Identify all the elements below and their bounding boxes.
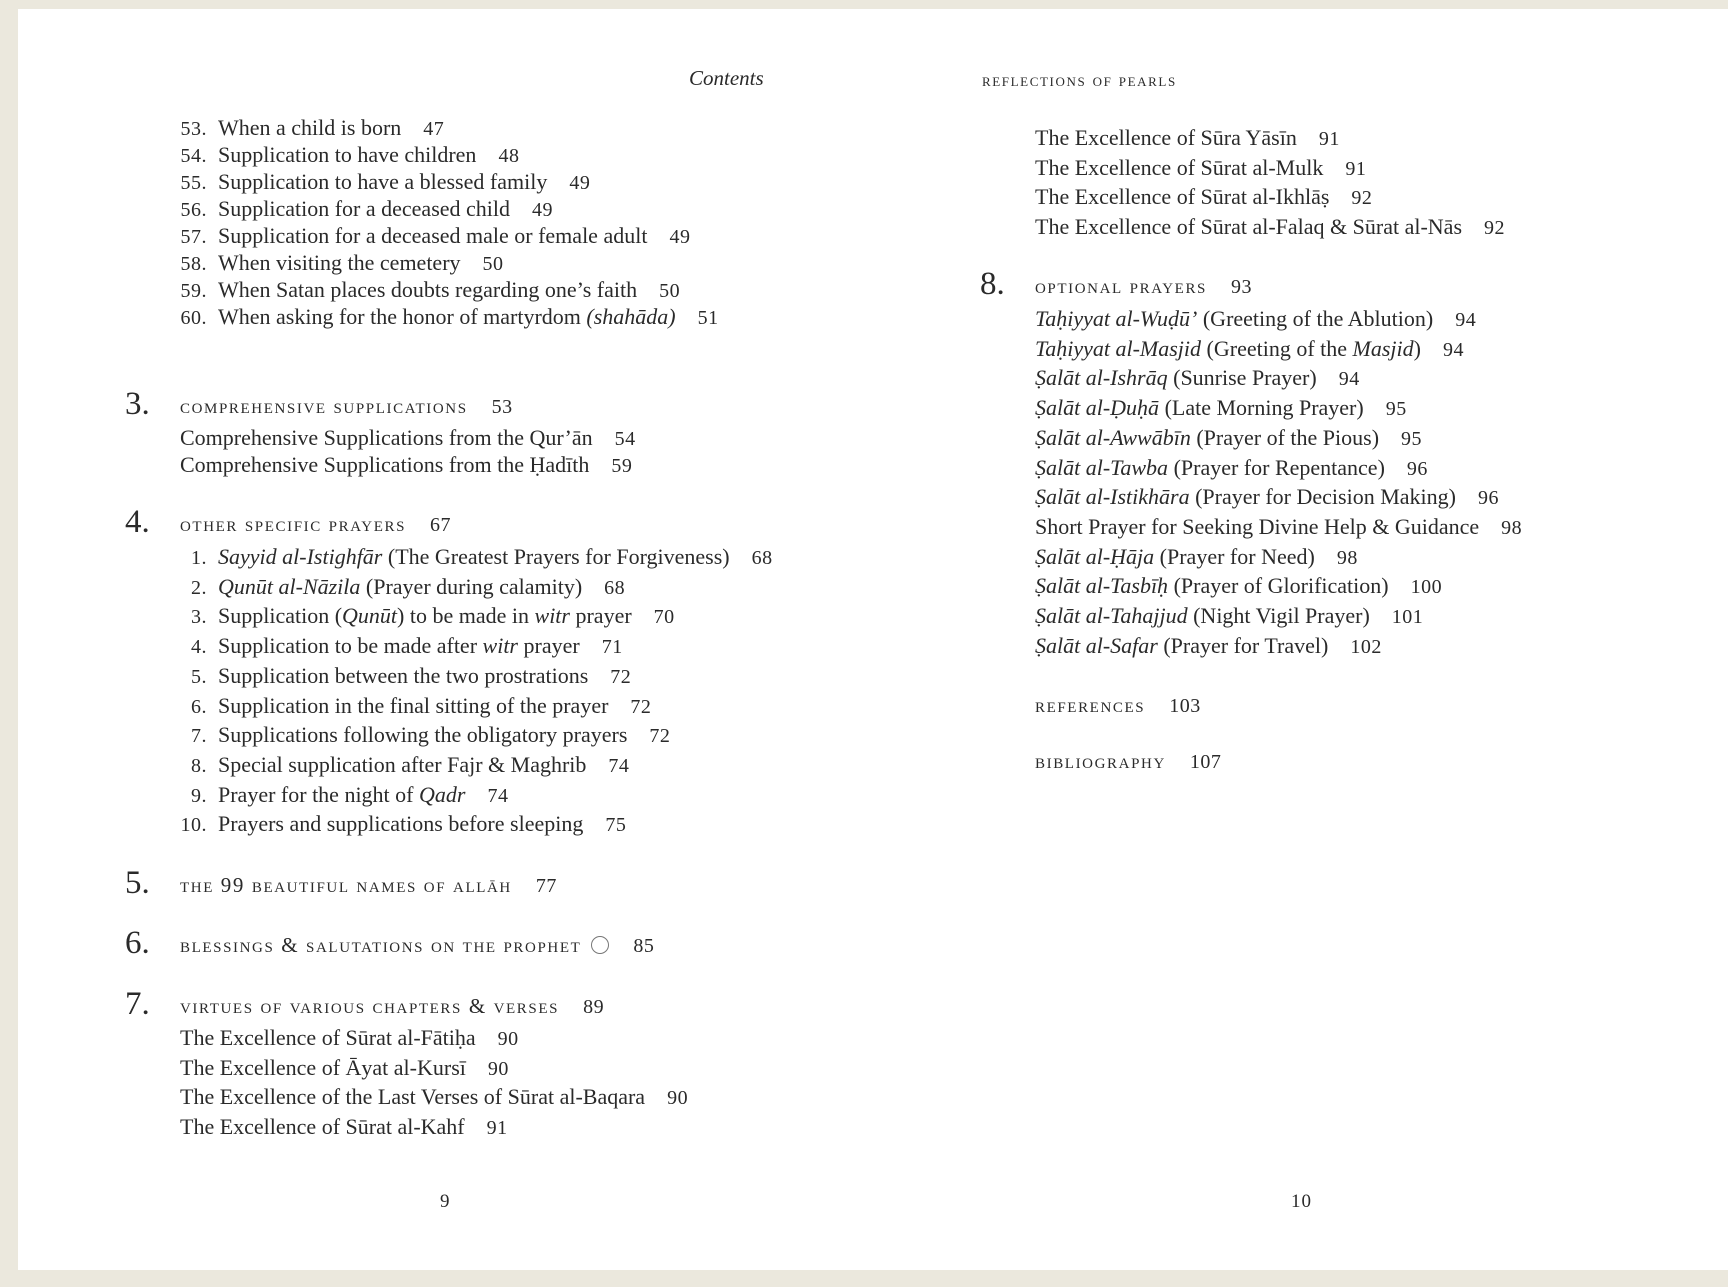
entry-title-part: The Excellence of Sūrat al-Kahf [180, 1114, 465, 1140]
entry-page: 91 [1318, 128, 1340, 150]
chapter-4-heading[interactable] [125, 504, 452, 540]
entry-title-part: Ṣalāt al-Istikhāra [1035, 484, 1190, 510]
chapter-number: 5. [125, 865, 150, 901]
entry-page: 95 [1385, 398, 1407, 421]
entry-title-part: Special supplication after Fajr & Maghrib [218, 751, 587, 777]
entry-title-part: (Prayer of the Pious) [1190, 424, 1380, 450]
entry-title-part: When Satan places doubts regarding one’s faith [218, 277, 638, 302]
entry-number: 60. [180, 307, 207, 329]
entry-title-part: (shahāda) [586, 304, 676, 329]
toc-entry[interactable] [167, 572, 625, 603]
entry-title-part: When visiting the cemetery [218, 250, 461, 275]
entry-title-part: Supplication in the final sitting of the prayer [218, 692, 609, 718]
entry-title-part: Qunūt al-Nāzila [218, 573, 361, 599]
running-header-right: reflections of pearls [982, 70, 1177, 91]
entry-title-part: Ṣalāt al-Ḍuḥā [1035, 395, 1160, 421]
chapter-page: 67 [430, 514, 452, 536]
entry-title-part: Qunūt [342, 603, 398, 629]
toc-entry[interactable] [167, 691, 651, 722]
entry-page: 49 [669, 226, 691, 248]
entry-title-part: Short Prayer for Seeking Divine Help & Guidance [1035, 513, 1480, 539]
toc-entry[interactable] [1035, 482, 1499, 513]
chapter-page: 53 [491, 396, 513, 418]
entry-number: 10. [180, 814, 207, 837]
entry-page: 98 [1501, 516, 1523, 539]
toc-entry[interactable] [180, 450, 632, 481]
entry-page: 94 [1455, 309, 1477, 331]
entry-title-part: ) to be made in [397, 603, 535, 629]
entry-title-part: (Prayer for Travel) [1157, 632, 1329, 658]
entry-page: 98 [1336, 546, 1358, 569]
toc-entry[interactable] [1035, 423, 1422, 454]
entry-title-part: (Late Morning Prayer) [1159, 395, 1364, 421]
entry-page: 70 [653, 606, 675, 629]
entry-title-part: witr [482, 633, 518, 659]
entry-page: 96 [1477, 487, 1499, 510]
entry-title-part: Supplication for a deceased male or female adult [218, 223, 648, 248]
entry-page: 47 [423, 118, 445, 140]
toc-entry[interactable] [167, 631, 623, 662]
entry-page: 90 [497, 1028, 519, 1050]
chapter-page: 77 [535, 875, 557, 897]
chapter-number: 4. [125, 504, 150, 540]
entry-number: 58. [180, 253, 207, 275]
entry-number: 5. [191, 665, 207, 688]
entry-page: 102 [1350, 635, 1382, 658]
entry-page: 74 [608, 754, 630, 777]
chapter-page: 93 [1231, 276, 1252, 298]
chapter-page: 85 [633, 935, 655, 957]
entry-page: 72 [610, 665, 632, 688]
entry-title-part: (Prayer for Decision Making) [1189, 484, 1456, 510]
entry-page: 50 [482, 253, 504, 275]
toc-entry[interactable] [1035, 512, 1522, 543]
entry-title-part: Ṣalāt al-Tahajjud [1035, 603, 1188, 628]
entry-page: 91 [486, 1117, 508, 1140]
entry-title-part: The Excellence of Sūrat al-Ikhlāṣ [1035, 184, 1330, 210]
chapter-3-heading[interactable] [125, 386, 513, 422]
entry-number: 55. [180, 172, 207, 194]
entry-page: 68 [751, 547, 773, 569]
entry-number: 2. [191, 576, 207, 599]
entry-title-part: The Excellence of Āyat al-Kursī [180, 1054, 466, 1080]
entry-title-part: Taḥiyyat al-Masjid [1035, 335, 1202, 361]
entry-page: 95 [1401, 427, 1423, 450]
toc-entry[interactable] [1035, 571, 1442, 602]
entry-page: 48 [498, 145, 520, 167]
toc-entry[interactable] [1035, 601, 1423, 632]
entry-title-part: Supplication to be made after [218, 633, 483, 659]
entry-title-part: Ṣalāt al-Ḥāja [1035, 543, 1155, 569]
entry-page: 92 [1351, 187, 1373, 210]
toc-entry[interactable] [1035, 334, 1464, 365]
entry-title-part: prayer [518, 633, 580, 659]
page-number-right: 10 [1291, 1191, 1312, 1212]
entry-title-part: Ṣalāt al-Tasbīḥ [1035, 573, 1169, 599]
entry-title-part: Sayyid al-Istighfār [218, 544, 383, 569]
entry-page: 50 [659, 280, 681, 302]
entry-number: 6. [191, 695, 207, 718]
toc-entry[interactable] [167, 780, 508, 811]
entry-title-part: Supplication for a deceased child [218, 196, 511, 221]
entry-number: 4. [191, 636, 207, 659]
entry-number: 54. [180, 145, 207, 167]
entry-title-part: Taḥiyyat al-Wuḍū’ [1035, 306, 1198, 331]
entry-title-part: Supplication between the two prostrations [218, 662, 589, 688]
entry-title-part: (Prayer for Repentance) [1168, 454, 1385, 480]
entry-page: 100 [1410, 576, 1443, 599]
toc-entry[interactable] [180, 1053, 509, 1084]
entry-page: 91 [1345, 157, 1367, 180]
toc-entry[interactable] [1035, 153, 1366, 184]
toc-entry[interactable] [167, 302, 719, 333]
chapter-title: virtues of various chapters & verses [180, 994, 560, 1018]
entry-title-part: (Prayer for Need) [1154, 543, 1315, 569]
section-page: 103 [1169, 695, 1201, 717]
toc-entry[interactable] [1035, 123, 1340, 154]
chapter-page: 89 [583, 996, 605, 1018]
entry-title-part: (The Greatest Prayers for Forgiveness) [382, 544, 730, 569]
entry-title-part: The Excellence of Sūrat al-Fātiḥa [180, 1025, 476, 1050]
entry-number: 8. [191, 754, 207, 777]
entry-title-part: witr [534, 603, 570, 629]
chapter-8-heading[interactable] [980, 266, 1252, 302]
entry-title-part: prayer [569, 603, 632, 629]
entry-title-part: When asking for the honor of martyrdom [218, 304, 587, 329]
entry-title-part: Supplication ( [218, 603, 343, 629]
references-heading[interactable] [1035, 693, 1201, 718]
entry-number: 1. [191, 547, 207, 569]
entry-page: 74 [487, 784, 509, 807]
entry-title-part: (Sunrise Prayer) [1167, 365, 1317, 391]
toc-entry[interactable] [167, 809, 626, 840]
entry-title-part: The Excellence of Sūra Yāsīn [1035, 125, 1297, 150]
book-spread [18, 9, 1728, 1270]
section-title: bibliography [1035, 749, 1166, 773]
chapter-5-heading[interactable] [125, 865, 557, 901]
entry-title-part: When a child is born [218, 115, 402, 140]
entry-title-part: ) [1413, 335, 1421, 361]
entry-title-part: Supplication to have children [218, 142, 477, 167]
toc-entry[interactable] [1035, 304, 1476, 335]
bibliography-heading[interactable] [1035, 749, 1221, 774]
entry-title-part: The Excellence of Sūrat al-Mulk [1035, 154, 1324, 180]
entry-number: 9. [191, 784, 207, 807]
toc-entry[interactable] [1035, 363, 1360, 394]
entry-page: 75 [605, 814, 627, 837]
entry-title-part: Ṣalāt al-Awwābīn [1035, 424, 1191, 450]
entry-page: 94 [1442, 338, 1464, 361]
entry-title-part: Ṣalāt al-Safar [1035, 632, 1158, 658]
toc-entry[interactable] [1035, 393, 1407, 424]
toc-entry[interactable] [1035, 212, 1505, 243]
toc-entry[interactable] [167, 661, 631, 692]
chapter-number: 3. [125, 386, 150, 422]
toc-entry[interactable] [1035, 182, 1372, 213]
entry-page: 59 [611, 455, 633, 477]
running-header-left: Contents [689, 66, 764, 90]
entry-title-part: Ṣalāt al-Ishrāq [1035, 365, 1168, 391]
toc-entry[interactable] [1035, 542, 1358, 573]
entry-page: 90 [487, 1057, 509, 1080]
prophet-salutation-seal-icon [591, 936, 609, 954]
entry-number: 3. [191, 606, 207, 629]
toc-entry[interactable] [1035, 631, 1382, 662]
entry-title-part: The Excellence of Sūrat al-Falaq & Sūrat al-Nās [1035, 214, 1463, 240]
entry-number: 59. [180, 280, 207, 302]
entry-page: 72 [649, 725, 671, 748]
chapter-title: the 99 beautiful names of allāh [180, 873, 512, 897]
entry-title-part: (Greeting of the [1201, 335, 1353, 361]
entry-page: 49 [532, 199, 554, 221]
entry-title-part: Supplications following the obligatory prayers [218, 722, 628, 748]
entry-title-part: (Night Vigil Prayer) [1187, 603, 1370, 628]
toc-entry[interactable] [167, 720, 670, 751]
toc-entry[interactable] [180, 1082, 688, 1113]
entry-page: 90 [667, 1087, 689, 1110]
toc-entry[interactable] [167, 601, 675, 632]
entry-page: 96 [1406, 457, 1428, 480]
page-number-left: 9 [440, 1191, 451, 1212]
entry-title-part: (Prayer of Glorification) [1168, 573, 1389, 599]
entry-page: 49 [569, 172, 591, 194]
section-title: references [1035, 693, 1146, 717]
entry-page: 54 [614, 428, 636, 450]
entry-page: 51 [697, 307, 719, 329]
entry-title-part: Comprehensive Supplications from the Ḥadīth [180, 452, 590, 477]
entry-title-part: (Prayer during calamity) [360, 573, 583, 599]
entry-number: 53. [180, 118, 207, 140]
entry-title-part: The Excellence of the Last Verses of Sūrat al-Baqara [180, 1084, 646, 1110]
chapter-title: optional prayers [1035, 274, 1207, 298]
entry-title-part: Masjid [1352, 335, 1414, 361]
chapter-number: 6. [125, 925, 150, 961]
entry-title-part: Prayers and supplications before sleeping [218, 811, 584, 837]
toc-entry[interactable] [167, 542, 773, 573]
entry-title-part: Prayer for the night of [218, 781, 419, 807]
chapter-7-heading[interactable] [125, 986, 605, 1022]
chapter-6-heading[interactable] [125, 925, 655, 961]
entry-title-part: Ṣalāt al-Tawba [1035, 454, 1169, 480]
entry-page: 72 [630, 695, 652, 718]
chapter-number: 7. [125, 986, 150, 1022]
toc-entry[interactable] [180, 1112, 508, 1143]
toc-entry[interactable] [167, 750, 629, 781]
chapter-title: other specific prayers [180, 512, 407, 536]
entry-title-part: Qadr [419, 781, 466, 807]
entry-number: 56. [180, 199, 207, 221]
section-page: 107 [1189, 751, 1222, 773]
chapter-number: 8. [980, 266, 1005, 302]
entry-page: 68 [604, 576, 626, 599]
toc-entry[interactable] [1035, 453, 1428, 484]
entry-page: 92 [1484, 217, 1506, 240]
entry-page: 94 [1338, 368, 1360, 391]
entry-title-part: Comprehensive Supplications from the Qur’ān [180, 425, 593, 450]
entry-title-part: Supplication to have a blessed family [218, 169, 548, 194]
chapter-title: comprehensive supplications [180, 394, 468, 418]
toc-entry[interactable] [180, 1023, 519, 1054]
entry-number: 7. [191, 725, 207, 748]
chapter-title: blessings & salutations on the prophet [180, 933, 582, 957]
entry-title-part: (Greeting of the Ablution) [1197, 306, 1434, 331]
entry-number: 57. [180, 226, 207, 248]
entry-page: 101 [1391, 606, 1424, 628]
entry-page: 71 [601, 636, 623, 659]
